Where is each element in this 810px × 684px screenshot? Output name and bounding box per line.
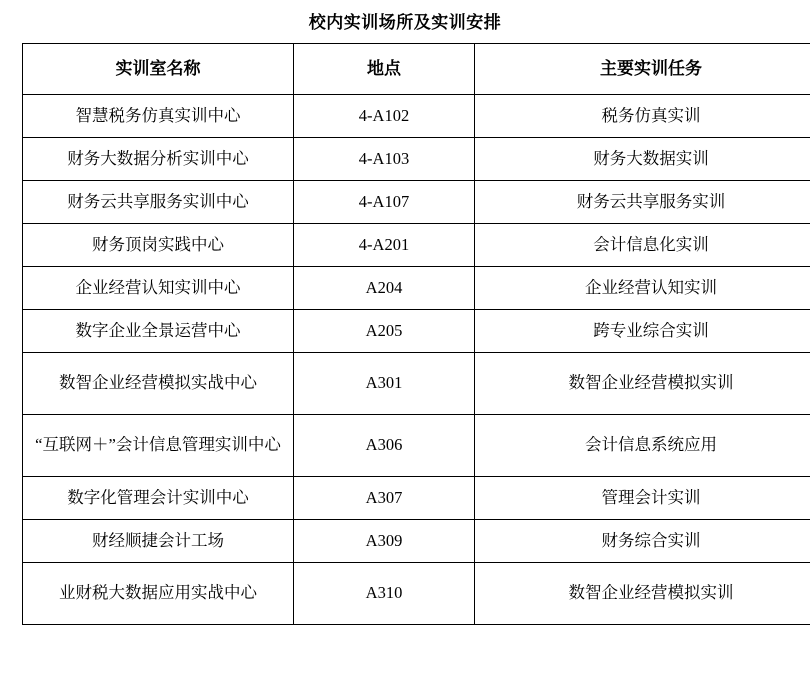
- cell-task: 企业经营认知实训: [475, 267, 810, 310]
- table-header: [23, 44, 810, 95]
- cell-location: 4-A103: [294, 138, 475, 181]
- column-header-room-name: 实训室名称: [23, 44, 294, 95]
- table-row: [23, 181, 810, 224]
- table-row: [23, 477, 810, 520]
- cell-room-name: 财务大数据分析实训中心: [23, 138, 294, 181]
- table-row: [23, 415, 810, 477]
- cell-location: 4-A107: [294, 181, 475, 224]
- cell-task: 财务云共享服务实训: [475, 181, 810, 224]
- cell-room-name: 数字企业全景运营中心: [23, 310, 294, 353]
- cell-location: A310: [294, 563, 475, 625]
- cell-task: 数智企业经营模拟实训: [475, 563, 810, 625]
- cell-room-name: “互联网＋”会计信息管理实训中心: [23, 415, 294, 477]
- table-body: [23, 95, 810, 625]
- cell-location: 4-A102: [294, 95, 475, 138]
- table-row: [23, 267, 810, 310]
- page-title: 校内实训场所及实训安排: [308, 13, 502, 32]
- cell-location: A309: [294, 520, 475, 563]
- cell-location: A307: [294, 477, 475, 520]
- table-header-row: [23, 44, 810, 95]
- training-rooms-table: [22, 43, 810, 625]
- cell-task: 数智企业经营模拟实训: [475, 353, 810, 415]
- cell-task: 管理会计实训: [475, 477, 810, 520]
- cell-room-name: 财务顶岗实践中心: [23, 224, 294, 267]
- cell-room-name: 企业经营认知实训中心: [23, 267, 294, 310]
- cell-room-name: 财务云共享服务实训中心: [23, 181, 294, 224]
- table-row: [23, 95, 810, 138]
- cell-room-name: 数智企业经营模拟实战中心: [23, 353, 294, 415]
- table-row: [23, 353, 810, 415]
- cell-task: 财务大数据实训: [475, 138, 810, 181]
- cell-task: 税务仿真实训: [475, 95, 810, 138]
- cell-location: A204: [294, 267, 475, 310]
- table-row: [23, 138, 810, 181]
- table-container: [0, 43, 810, 625]
- cell-location: A306: [294, 415, 475, 477]
- table-row: [23, 563, 810, 625]
- cell-task: 会计信息系统应用: [475, 415, 810, 477]
- cell-location: 4-A201: [294, 224, 475, 267]
- cell-room-name: 业财税大数据应用实战中心: [23, 563, 294, 625]
- cell-room-name: 财经顺捷会计工场: [23, 520, 294, 563]
- cell-room-name: 数字化管理会计实训中心: [23, 477, 294, 520]
- table-row: [23, 310, 810, 353]
- table-row: [23, 520, 810, 563]
- cell-task: 跨专业综合实训: [475, 310, 810, 353]
- column-header-task: 主要实训任务: [475, 44, 810, 95]
- cell-room-name: 智慧税务仿真实训中心: [23, 95, 294, 138]
- column-header-location: 地点: [294, 44, 475, 95]
- cell-task: 财务综合实训: [475, 520, 810, 563]
- cell-location: A301: [294, 353, 475, 415]
- cell-location: A205: [294, 310, 475, 353]
- cell-task: 会计信息化实训: [475, 224, 810, 267]
- table-row: [23, 224, 810, 267]
